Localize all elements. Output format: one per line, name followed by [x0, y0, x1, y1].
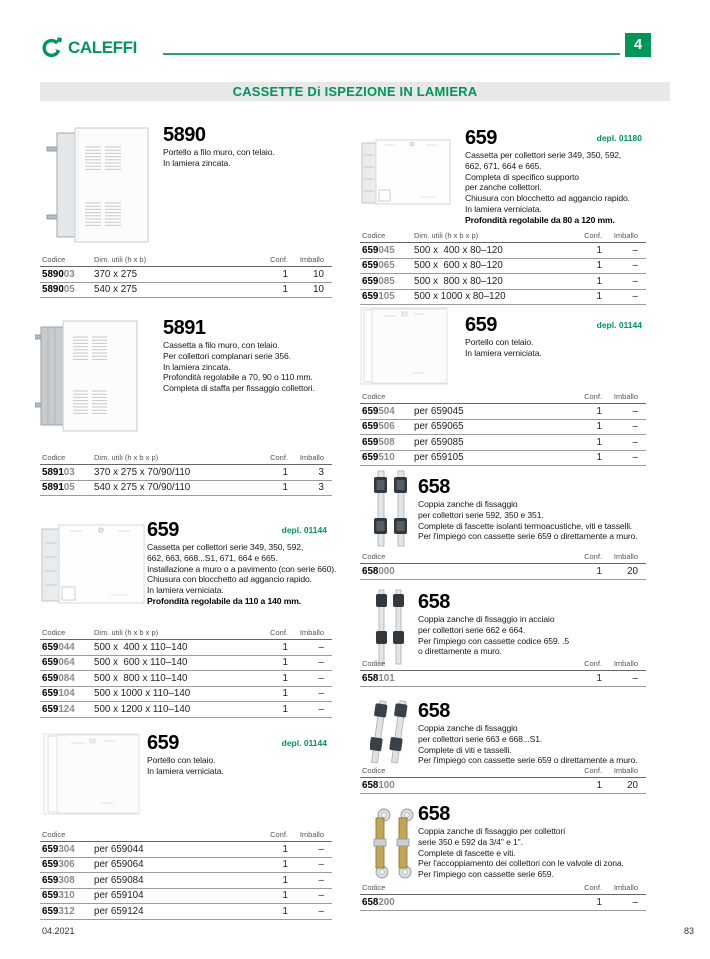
product-code-title: 659: [147, 519, 179, 541]
product-image-659-cassetta-01180: [360, 138, 452, 213]
description-line: per zanche collettori.: [465, 182, 542, 193]
section-659-portello: [40, 715, 346, 920]
product-description: [418, 614, 569, 657]
product-table: [360, 761, 646, 794]
footer-page-number: 83: [683, 926, 694, 936]
product-description: [418, 826, 624, 880]
product-code-title: 659: [147, 732, 179, 754]
table-row: 659065 500 x 600 x 80–120 1 –: [360, 259, 646, 275]
table-row: 658200 1 –: [360, 895, 646, 911]
product-image-658200: [372, 808, 414, 885]
product-table: [360, 547, 646, 580]
table-header-row: Codice Conf. Imballo: [360, 387, 646, 404]
description-line: 662, 663, 668...S1, 671, 664 e 665.: [147, 552, 278, 563]
section-658-zanche-3: [360, 692, 670, 800]
description-line: 662, 671, 664 e 665.: [465, 160, 542, 171]
section-5890: [40, 120, 346, 305]
description-line: Cassetta per collettori serie 349, 350, 592,: [465, 150, 622, 160]
description-line: Complete di viti e tasselli.: [418, 744, 512, 755]
description-line: serie 350 e 592 da 3/4" e 1".: [418, 836, 523, 847]
section-659-portello-right: [360, 305, 670, 463]
description-line: Cassetta per collettori serie 349, 350, 592,: [147, 542, 304, 552]
footer-date: 04.2021: [42, 926, 75, 936]
description-line: In lamiera verniciata.: [465, 203, 542, 214]
product-description: [163, 147, 275, 169]
section-658-zanche-1: [360, 465, 670, 580]
table-row: 659084 500 x 800 x 110–140 1 –: [40, 671, 332, 687]
product-description: [163, 340, 315, 394]
table-row: 659506 per 659065 1 –: [360, 420, 646, 436]
table-row: 659085 500 x 800 x 80–120 1 –: [360, 274, 646, 290]
table-row: 589103 370 x 275 x 70/90/110 1 3: [40, 465, 332, 481]
product-table: [40, 825, 332, 920]
product-code-title: 659: [465, 314, 497, 336]
chapter-number-badge: 4: [625, 33, 651, 57]
section-658-zanche-4: [360, 800, 670, 910]
page-title: CASSETTE Di ISPEZIONE IN LAMIERA: [40, 82, 670, 101]
table-header-row: Codice Conf. Imballo: [360, 654, 646, 671]
table-header-row: Codice Dim. utili (h x b x p) Conf. Imballo: [360, 226, 646, 243]
section-659-cassetta-01180: [360, 120, 670, 303]
table-row: 659064 500 x 600 x 110–140 1 –: [40, 656, 332, 672]
description-line: In lamiera verniciata.: [147, 585, 224, 596]
table-header-row: Codice Dim. utili (h x b x p) Conf. Imballo: [40, 448, 332, 465]
description-line: Coppia zanche di fissaggio: [418, 723, 518, 733]
product-bold-note: Profondità regolabile da 110 a 140 mm.: [147, 595, 302, 606]
table-row: 658000 1 20: [360, 564, 646, 580]
description-line: Per l'impiego con cassette serie 659 o direttamente a muro.: [418, 531, 638, 542]
product-code-title: 658: [418, 476, 450, 498]
product-description: [418, 723, 638, 766]
table-header-row: Codice Dim. utili (h x b) Conf. Imballo: [40, 250, 332, 267]
product-description: [147, 542, 336, 596]
table-header-row: Codice Dim. utili (h x b x p) Conf. Imballo: [40, 623, 332, 640]
table-row: 658100 1 20: [360, 778, 646, 794]
table-header-row: Codice Conf. Imballo: [360, 761, 646, 778]
depl-badge: depl. 01144: [281, 525, 327, 535]
product-code-title: 658: [418, 591, 450, 613]
table-row: 659310 per 659104 1 –: [40, 889, 332, 905]
product-description: [418, 499, 638, 542]
table-row: 589003 370 x 275 1 10: [40, 267, 332, 283]
product-bold-note: Profondità regolabile da 80 a 120 mm.: [465, 214, 615, 225]
table-row: 659104 500 x 1000 x 110–140 1 –: [40, 687, 332, 703]
description-line: Coppia zanche di fissaggio: [418, 499, 518, 509]
description-line: In lamiera zincata.: [163, 361, 231, 372]
table-row: 659306 per 659064 1 –: [40, 858, 332, 874]
table-row: 589005 540 x 275 1 10: [40, 283, 332, 299]
description-line: Portello con telaio.: [147, 755, 216, 765]
section-5891: [40, 310, 346, 500]
description-line: Portello a filo muro, con telaio.: [163, 147, 275, 157]
product-image-5891: [35, 317, 140, 440]
table-row: 659045 500 x 400 x 80–120 1 –: [360, 243, 646, 259]
product-description: [465, 150, 630, 215]
product-image-659-portello: [43, 733, 140, 820]
product-code-title: 658: [418, 700, 450, 722]
description-line: per collettori serie 663 e 668...S1.: [418, 733, 543, 744]
table-row: 659124 500 x 1200 x 110–140 1 –: [40, 702, 332, 718]
depl-badge: depl. 01144: [596, 320, 642, 330]
description-line: Complete di fascette isolanti termoacustiche, viti e tasselli.: [418, 520, 633, 531]
product-table: [40, 448, 332, 496]
caleffi-logo: [40, 36, 137, 59]
description-line: Per collettori complanari serie 356.: [163, 350, 291, 361]
caleffi-logo-icon: [40, 36, 64, 59]
header-rule: [163, 53, 620, 55]
table-row: 589105 540 x 275 x 70/90/110 1 3: [40, 481, 332, 497]
product-table: [360, 878, 646, 911]
description-line: Installazione a muro o a pavimento (con serie 660).: [147, 563, 337, 574]
depl-badge: depl. 01180: [596, 133, 642, 143]
table-row: 659510 per 659105 1 –: [360, 451, 646, 467]
product-code-title: 659: [465, 127, 497, 149]
description-line: per collettori serie 592, 350 e 351.: [418, 509, 544, 520]
product-code-title: 5891: [163, 317, 206, 339]
section-658-zanche-2: [360, 585, 670, 690]
product-description: [147, 755, 224, 777]
section-659-cassetta: [40, 515, 346, 715]
description-line: In lamiera verniciata.: [465, 347, 542, 358]
description-line: Complete di fascette e viti.: [418, 847, 516, 858]
description-line: Completa di staffa per fissaggio collettori.: [163, 383, 315, 394]
product-table: [40, 623, 332, 718]
table-row: 659044 500 x 400 x 110–140 1 –: [40, 640, 332, 656]
product-image-658000: [373, 470, 409, 553]
description-line: per collettori serie 662 e 664.: [418, 624, 526, 635]
table-row: 658101 1 –: [360, 671, 646, 687]
table-row: 659105 500 x 1000 x 80–120 1 –: [360, 290, 646, 306]
product-image-659-cassetta: [40, 523, 146, 612]
description-line: Chiusura con blocchetto ad aggancio rapido.: [465, 193, 630, 204]
description-line: In lamiera verniciata.: [147, 765, 224, 776]
product-image-659-portello-right: [360, 307, 448, 390]
description-line: Per l'accoppiamento dei collettori con le valvole di zona.: [418, 858, 624, 869]
product-code-title: 5890: [163, 124, 206, 146]
table-header-row: Codice Conf. Imballo: [360, 547, 646, 564]
table-row: 659508 per 659085 1 –: [360, 435, 646, 451]
description-line: In lamiera zincata.: [163, 157, 231, 168]
table-header-row: Codice Conf. Imballo: [360, 878, 646, 895]
table-row: 659312 per 659124 1 –: [40, 904, 332, 920]
description-line: Portello con telaio.: [465, 337, 534, 347]
description-line: Coppia zanche di fissaggio in acciaio: [418, 614, 555, 624]
description-line: Completa di specifico supporto: [465, 171, 579, 182]
product-code-title: 658: [418, 803, 450, 825]
logo-wordmark: CALEFFI: [68, 37, 137, 57]
description-line: Coppia zanche di fissaggio per collettori: [418, 826, 565, 836]
table-row: 659308 per 659084 1 –: [40, 873, 332, 889]
table-header-row: Codice Conf. Imballo: [40, 825, 332, 842]
product-image-5890: [45, 125, 150, 250]
product-table: [360, 387, 646, 466]
product-table: [40, 250, 332, 298]
description-line: o direttamente a muro.: [418, 646, 502, 657]
product-table: [360, 226, 646, 305]
description-line: Profondità regolabile a 70, 90 o 110 mm.: [163, 372, 313, 383]
description-line: Per l'impiego con cassette codice 659. .5: [418, 635, 570, 646]
depl-badge: depl. 01144: [281, 738, 327, 748]
product-description: [465, 337, 542, 359]
table-row: 659504 per 659045 1 –: [360, 404, 646, 420]
table-row: 659304 per 659044 1 –: [40, 842, 332, 858]
description-line: Cassetta a filo muro, con telaio.: [163, 340, 280, 350]
description-line: Per l'impiego con cassette serie 659.: [418, 869, 554, 880]
description-line: Per l'impiego con cassette serie 659 o direttamente a muro.: [418, 755, 638, 766]
description-line: Chiusura con blocchetto ad aggancio rapido.: [147, 574, 312, 585]
product-table: [360, 654, 646, 687]
